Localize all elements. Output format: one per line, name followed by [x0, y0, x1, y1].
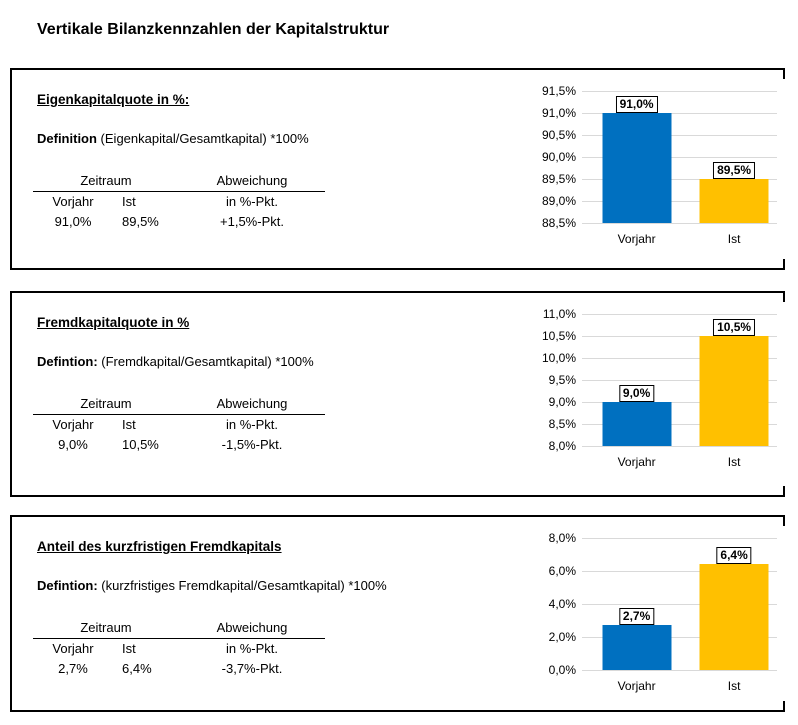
y-axis-tick: 8,5%	[548, 417, 576, 431]
panel-text-block	[37, 538, 497, 679]
y-axis	[532, 531, 582, 677]
y-axis	[532, 307, 582, 453]
bar-chart-fremdkapitalquote	[532, 307, 777, 470]
y-axis-tick: 91,0%	[541, 106, 576, 120]
gridline	[582, 314, 777, 315]
y-axis-tick: 90,0%	[541, 150, 576, 164]
panel-title: Fremdkapitalquote in %	[37, 315, 190, 330]
y-axis	[532, 84, 582, 230]
plot-area	[582, 91, 777, 223]
plot-area	[582, 538, 777, 670]
panel-list	[10, 68, 798, 712]
data-label-vorjahr: 91,0%	[616, 96, 658, 113]
panel-eigenkapitalquote	[10, 68, 785, 270]
panel-kurzfristiges-fremdkapital	[10, 515, 785, 712]
panel-title: Eigenkapitalquote in %:	[37, 92, 190, 107]
gridline	[582, 91, 777, 92]
value-abweichung: +1,5%-Pkt.	[220, 214, 284, 229]
value-abweichung: -1,5%-Pkt.	[221, 437, 283, 452]
bar-ist	[700, 564, 769, 670]
value-ist: 6,4%	[122, 661, 152, 676]
header-abweichung: Abweichung	[216, 173, 288, 188]
value-ist: 89,5%	[122, 214, 159, 229]
y-axis-tick: 9,5%	[548, 373, 576, 387]
category-label-ist: Ist	[727, 455, 741, 469]
col-ist: Ist	[122, 194, 136, 209]
y-axis-tick: 90,5%	[541, 128, 576, 142]
definition-label: Definition	[37, 131, 97, 146]
definition-line	[37, 353, 497, 370]
data-label-ist: 89,5%	[713, 162, 755, 179]
col-unit: in %-Pkt.	[225, 194, 278, 209]
bar-vorjahr	[602, 113, 671, 223]
definition-label: Defintion:	[37, 354, 98, 369]
plot-wrap	[582, 538, 777, 694]
kpi-table	[33, 394, 325, 455]
x-axis-labels	[582, 223, 777, 247]
kpi-table	[33, 171, 325, 232]
kpi-table-subheader	[33, 639, 325, 659]
col-vorjahr: Vorjahr	[52, 417, 94, 432]
chart-inner	[532, 84, 777, 247]
category-label-vorjahr: Vorjahr	[617, 679, 656, 693]
data-label-vorjahr: 2,7%	[619, 608, 654, 625]
y-axis-tick: 89,0%	[541, 194, 576, 208]
col-unit: in %-Pkt.	[225, 641, 278, 656]
bar-chart-kurzfristiges-fremdkapital	[532, 531, 777, 694]
y-axis-tick: 89,5%	[541, 172, 576, 186]
panel-fremdkapitalquote	[10, 291, 785, 497]
y-axis-tick: 0,0%	[548, 663, 576, 677]
bar-vorjahr	[602, 625, 671, 670]
bar-ist	[700, 179, 769, 223]
y-axis-tick: 10,0%	[541, 351, 576, 365]
plot-area	[582, 314, 777, 446]
y-axis-tick: 9,0%	[548, 395, 576, 409]
definition-text: (Eigenkapital/Gesamtkapital) *100%	[96, 131, 309, 146]
x-axis-labels	[582, 670, 777, 694]
kpi-table	[33, 618, 325, 679]
value-vorjahr: 9,0%	[58, 437, 88, 452]
y-axis-tick: 10,5%	[541, 329, 576, 343]
bar-chart-eigenkapitalquote	[532, 84, 777, 247]
y-axis-tick: 8,0%	[548, 531, 576, 545]
panel-text-block	[37, 314, 497, 455]
data-label-ist: 6,4%	[716, 547, 751, 564]
kpi-table-header	[33, 394, 325, 415]
y-axis-tick: 2,0%	[548, 630, 576, 644]
panel-text-block	[37, 91, 497, 232]
y-axis-tick: 6,0%	[548, 564, 576, 578]
plot-wrap	[582, 314, 777, 470]
header-abweichung: Abweichung	[216, 396, 288, 411]
y-axis-tick: 4,0%	[548, 597, 576, 611]
chart-inner	[532, 531, 777, 694]
kpi-table-values	[33, 435, 325, 455]
col-ist: Ist	[122, 417, 136, 432]
page-title: Vertikale Bilanzkennzahlen der Kapitalstruktur	[37, 21, 390, 38]
data-label-vorjahr: 9,0%	[619, 385, 654, 402]
kpi-table-header	[33, 618, 325, 639]
kpi-table-values	[33, 212, 325, 232]
value-abweichung: -3,7%-Pkt.	[221, 661, 283, 676]
gridline	[582, 538, 777, 539]
definition-line	[37, 577, 497, 594]
col-vorjahr: Vorjahr	[52, 194, 94, 209]
col-vorjahr: Vorjahr	[52, 641, 94, 656]
col-ist: Ist	[122, 641, 136, 656]
x-axis-labels	[582, 446, 777, 470]
value-vorjahr: 91,0%	[54, 214, 92, 229]
definition-text: (Fremdkapital/Gesamtkapital) *100%	[97, 354, 314, 369]
col-unit: in %-Pkt.	[225, 417, 278, 432]
y-axis-tick: 88,5%	[541, 216, 576, 230]
category-label-vorjahr: Vorjahr	[617, 455, 656, 469]
category-label-vorjahr: Vorjahr	[617, 232, 656, 246]
category-label-ist: Ist	[727, 679, 741, 693]
y-axis-tick: 8,0%	[548, 439, 576, 453]
value-ist: 10,5%	[122, 437, 159, 452]
chart-inner	[532, 307, 777, 470]
bar-ist	[700, 336, 769, 446]
header-zeitraum: Zeitraum	[80, 620, 132, 635]
definition-line	[37, 130, 497, 147]
header-zeitraum: Zeitraum	[80, 396, 132, 411]
y-axis-tick: 11,0%	[542, 307, 576, 321]
kpi-table-header	[33, 171, 325, 192]
kpi-table-subheader	[33, 415, 325, 435]
definition-text: (kurzfristiges Fremdkapital/Gesamtkapital) *100%	[97, 578, 387, 593]
kpi-table-subheader	[33, 192, 325, 212]
header-abweichung: Abweichung	[216, 620, 288, 635]
definition-label: Defintion:	[37, 578, 98, 593]
plot-wrap	[582, 91, 777, 247]
value-vorjahr: 2,7%	[58, 661, 88, 676]
category-label-ist: Ist	[727, 232, 741, 246]
y-axis-tick: 91,5%	[541, 84, 576, 98]
data-label-ist: 10,5%	[713, 319, 755, 336]
kpi-table-values	[33, 659, 325, 679]
panel-title: Anteil des kurzfristigen Fremdkapitals	[37, 539, 282, 554]
header-zeitraum: Zeitraum	[80, 173, 132, 188]
bar-vorjahr	[602, 402, 671, 446]
